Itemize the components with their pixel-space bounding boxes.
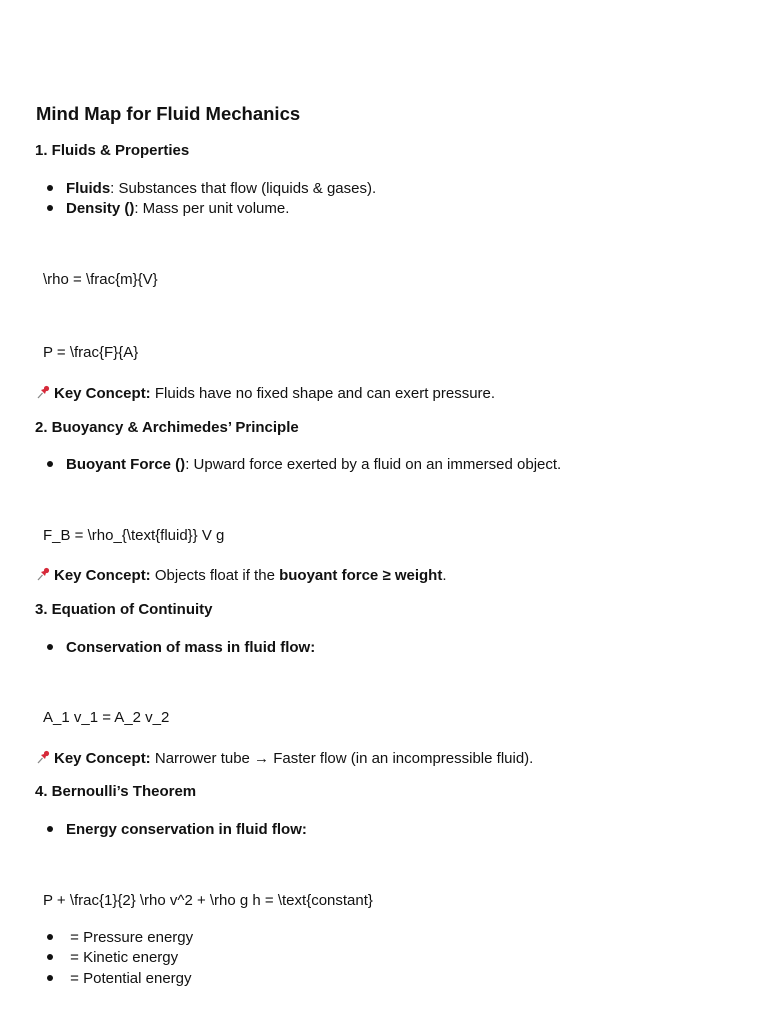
list-item-text: = Pressure energy bbox=[66, 929, 194, 946]
key-concept-text: Objects float if the bbox=[150, 567, 280, 584]
list-item-text: = Kinetic energy bbox=[66, 949, 179, 966]
key-concept-1 bbox=[35, 382, 495, 402]
bullet-dot bbox=[47, 975, 53, 981]
bullet-density bbox=[47, 200, 289, 217]
term: Conservation of mass in fluid flow: bbox=[66, 639, 316, 656]
bullet-dot bbox=[47, 644, 53, 650]
section-heading-1: 1. Fluids & Properties bbox=[35, 142, 190, 159]
definition: : Substances that flow (liquids & gases). bbox=[110, 180, 377, 197]
bullet-dot bbox=[47, 934, 53, 940]
pushpin-icon bbox=[35, 384, 51, 400]
list-item-text: = Potential energy bbox=[66, 970, 192, 987]
page-title: Mind Map for Fluid Mechanics bbox=[36, 103, 301, 124]
key-concept-text: Narrower tube → Faster flow (in an incompressible fluid). bbox=[150, 750, 534, 767]
term: Fluids bbox=[66, 180, 111, 197]
bullet-dot bbox=[47, 461, 53, 467]
list-item bbox=[47, 970, 192, 987]
formula-bernoulli: P + \frac{1}{2} \rho v^2 + \rho g h = \text{constant} bbox=[43, 892, 373, 909]
pushpin-icon bbox=[35, 749, 51, 765]
term: Buoyant Force () bbox=[66, 456, 186, 473]
section-heading-3: 3. Equation of Continuity bbox=[35, 601, 213, 618]
key-concept-label: Key Concept: bbox=[54, 385, 151, 402]
bullet-conservation-mass bbox=[47, 639, 315, 656]
bullet-dot bbox=[47, 205, 53, 211]
section-heading-2: 2. Buoyancy & Archimedes’ Principle bbox=[35, 419, 299, 436]
pushpin-icon bbox=[35, 566, 51, 582]
bullet-dot bbox=[47, 954, 53, 960]
term: Density () bbox=[66, 200, 135, 217]
bullet-buoyant-force bbox=[47, 456, 561, 473]
definition: : Upward force exerted by a fluid on an immersed object. bbox=[185, 456, 562, 473]
list-item bbox=[47, 929, 193, 946]
key-concept-2 bbox=[35, 564, 447, 584]
key-concept-label: Key Concept: bbox=[54, 567, 151, 584]
definition: : Mass per unit volume. bbox=[134, 200, 290, 217]
formula-density: \rho = \frac{m}{V} bbox=[43, 271, 158, 288]
formula-continuity: A_1 v_1 = A_2 v_2 bbox=[43, 709, 170, 726]
formula-buoyant-force: F_B = \rho_{\text{fluid}} V g bbox=[43, 527, 225, 544]
bullet-energy-conservation bbox=[47, 821, 307, 838]
key-concept-bold: buoyant force ≥ weight bbox=[279, 567, 443, 584]
formula-pressure: P = \frac{F}{A} bbox=[43, 344, 139, 361]
key-concept-label: Key Concept: bbox=[54, 750, 151, 767]
bullet-dot bbox=[47, 826, 53, 832]
key-concept-text: Fluids have no fixed shape and can exert pressure. bbox=[150, 385, 496, 402]
key-concept-3 bbox=[35, 747, 533, 767]
key-concept-end: . bbox=[442, 567, 447, 584]
list-item bbox=[47, 949, 178, 966]
bullet-fluids bbox=[47, 180, 376, 197]
term: Energy conservation in fluid flow: bbox=[66, 821, 307, 838]
bullet-dot bbox=[47, 185, 53, 191]
section-heading-4: 4. Bernoulli’s Theorem bbox=[35, 783, 197, 800]
